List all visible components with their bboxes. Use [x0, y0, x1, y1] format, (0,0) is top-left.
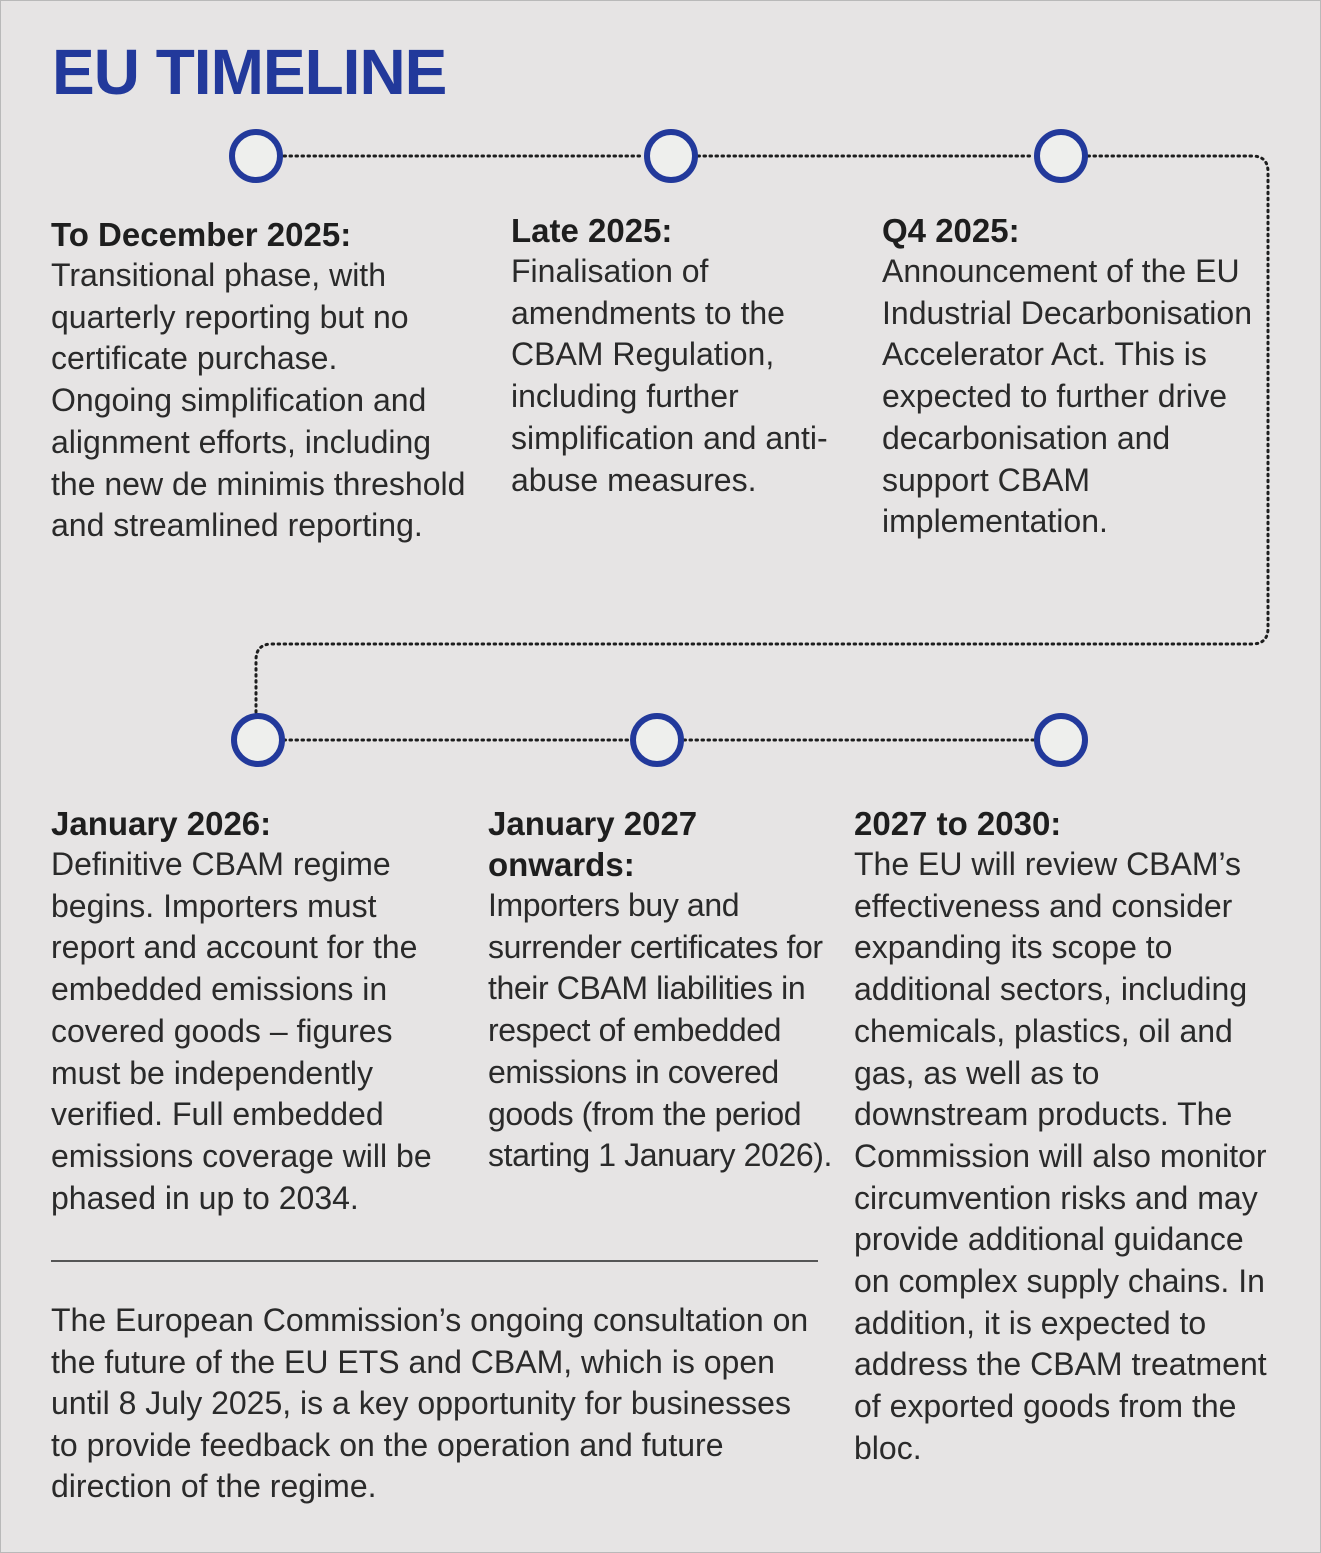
entry-text: Definitive CBAM regime begins. Importers must report and account for the embedded emissions in covered goods – figures must be independently verified. Full embedded emissions coverage will be phased in up to 2034. [51, 846, 432, 1216]
entry-heading: Q4 2025: [882, 212, 1020, 249]
timeline-entry-to-december-2025 [51, 214, 466, 547]
timeline-node-1 [232, 132, 280, 180]
entry-text: Finalisation of amendments to the CBAM Regulation, including further simplification and anti-abuse measures. [511, 253, 828, 498]
timeline-node-3 [1037, 132, 1085, 180]
timeline-node-5 [633, 716, 681, 764]
timeline-entry-january-2026 [51, 803, 451, 1219]
entry-heading: January 2026: [51, 805, 272, 842]
entry-text: Importers buy and surrender certificates for their CBAM liabilities in respect of embedded emissions in covered goods (from the period starting 1 January 2026). [488, 887, 832, 1174]
entry-heading: January 2027 onwards: [488, 805, 698, 883]
timeline-entry-january-2027-onwards [488, 803, 834, 1177]
footer-divider [51, 1260, 818, 1262]
timeline-node-6 [1037, 716, 1085, 764]
timeline-node-2 [647, 132, 695, 180]
timeline-entry-q4-2025 [882, 210, 1252, 543]
entry-heading: To December 2025: [51, 216, 352, 253]
timeline-node-4 [234, 716, 282, 764]
footer-note: The European Commission’s ongoing consultation on the future of the EU ETS and CBAM, which is open until 8 July 2025, is a key opportunity for businesses to provide feedback on the operation and future direction of the regime. [51, 1302, 809, 1504]
entry-text: The EU will review CBAM’s effectiveness and consider expanding its scope to additional sectors, including chemicals, plastics, oil and gas, as well as to downstream products. The Commission will also monitor circumvention risks and may provide additional guidance on complex supply chains. In addition, it is expected to address the CBAM treatment of exported goods from the bloc. [854, 846, 1267, 1466]
entry-text: Transitional phase, with quarterly reporting but no certificate purchase. Ongoing simplification and alignment efforts, including the new de minimis threshold and streamlined reporting. [51, 257, 466, 544]
entry-text: Announcement of the EU Industrial Decarbonisation Accelerator Act. This is expected to further drive decarbonisation and support CBAM implementation. [882, 253, 1252, 540]
entry-heading: Late 2025: [511, 212, 673, 249]
timeline-entry-late-2025 [511, 210, 841, 501]
page-title: EU TIMELINE [52, 36, 447, 108]
entry-heading: 2027 to 2030: [854, 805, 1062, 842]
timeline-entry-2027-to-2030 [854, 803, 1274, 1470]
